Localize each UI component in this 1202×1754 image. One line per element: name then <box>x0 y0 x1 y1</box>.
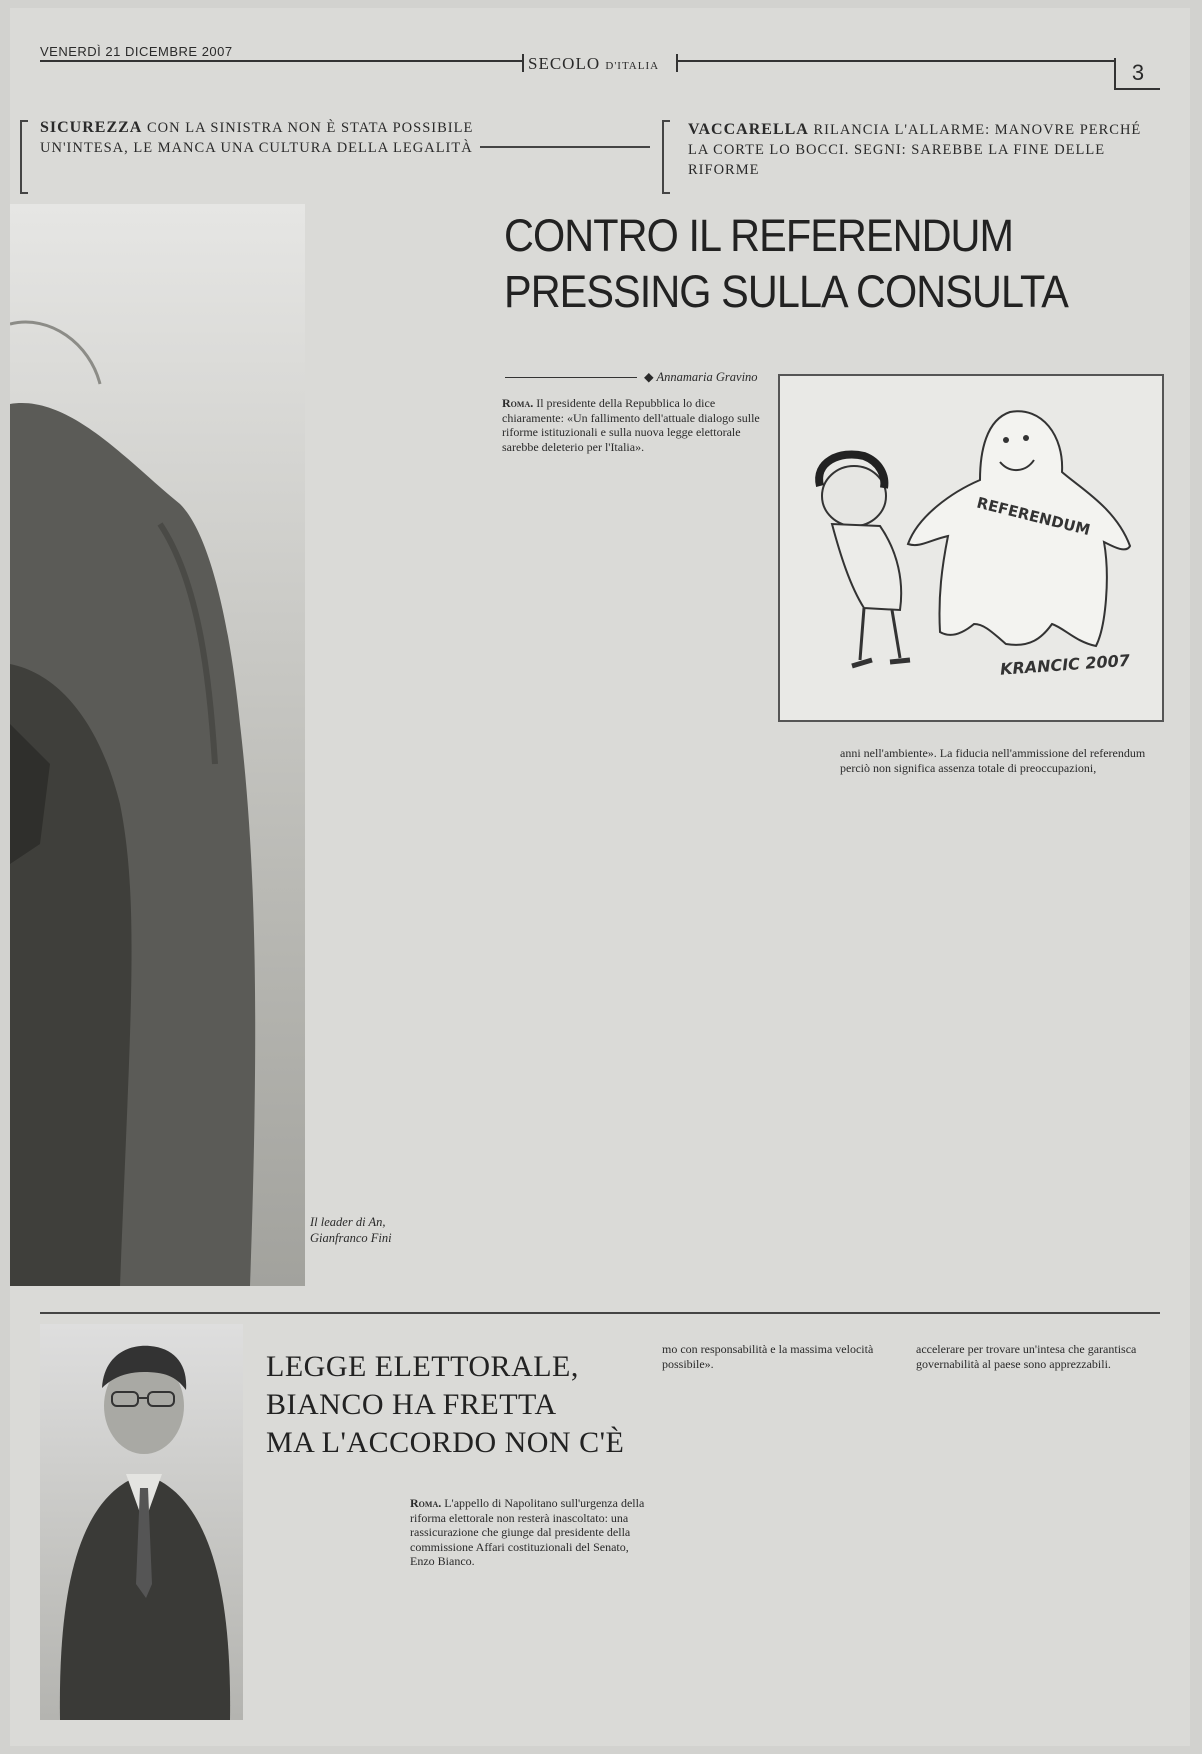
issue-date: VENERDÌ 21 DICEMBRE 2007 <box>40 44 233 59</box>
newspaper-name-suffix: D'ITALIA <box>605 60 660 72</box>
newspaper-name <box>528 54 659 74</box>
second-article-col3-text: accelerare per trovare un'intesa che garantisca governabilità al paese sono apprezzabili. <box>916 1342 1137 1371</box>
kicker-right <box>688 120 1158 180</box>
editorial-cartoon <box>778 374 1164 722</box>
masthead-rule-right <box>678 60 1114 62</box>
masthead-divider-right <box>676 54 678 72</box>
kicker-left-lead: SICUREZZA <box>40 119 143 136</box>
kicker-right-text: RILANCIA L'ALLARME: MANOVRE PERCHÉ LA CORTE LO BOCCI. SEGNI: SAREBBE LA FINE DELLE RIFORME <box>688 122 1142 178</box>
second-article-col1-text: L'appello di Napolitano sull'urgenza della riforma elettorale non resterà inascoltato: una rassicurazione che giunge dal presidente della commissione Affari costituzionali del Senato, Enzo Bianco. <box>410 1496 645 1568</box>
byline-rule <box>505 377 637 378</box>
photo-enzo-bianco <box>40 1324 243 1720</box>
kicker-left-text: CON LA SINISTRA NON È STATA POSSIBILE UN'INTESA, LE MANCA UNA CULTURA DELLA LEGALITÀ <box>40 120 474 156</box>
newspaper-name-main: SECOLO <box>528 54 601 73</box>
section-separator <box>40 1312 1160 1314</box>
masthead-rule-left <box>40 60 522 62</box>
cartoon-signature: KRANCIC 2007 <box>999 650 1131 679</box>
kicker-left-bracket <box>20 120 28 194</box>
second-headline <box>266 1348 666 1462</box>
kicker-right-lead: VACCARELLA <box>688 121 809 138</box>
main-article-column-3 <box>840 746 1160 775</box>
main-article-column-1 <box>502 396 766 454</box>
second-article-col2-text: mo con responsabilità e la massima velocità possibile». <box>662 1342 874 1371</box>
second-headline-line-2: BIANCO HA FRETTA <box>266 1388 557 1421</box>
kicker-left <box>40 118 510 158</box>
main-headline-line-2: PRESSING SULLA CONSULTA <box>504 266 1068 317</box>
newspaper-page <box>10 8 1190 1746</box>
second-headline-line-1: LEGGE ELETTORALE, <box>266 1350 579 1383</box>
second-article-column-3 <box>916 1342 1152 1371</box>
photo-gianfranco-fini <box>10 204 305 1286</box>
main-headline <box>504 208 1130 320</box>
cartoon-label: REFERENDUM <box>974 493 1092 540</box>
photo-caption-line-1: Il leader di An, <box>310 1215 386 1229</box>
main-article-col1-text: Il presidente della Repubblica lo dice chiaramente: «Un fallimento dell'attuale dialogo sulle riforme istituzionali e sulla nuova legge elettorale sarebbe deleterio per l'Italia». <box>502 396 760 454</box>
main-headline-line-1: CONTRO IL REFERENDUM <box>504 210 1014 261</box>
kicker-right-bracket <box>662 120 670 194</box>
second-headline-line-3: MA L'ACCORDO NON C'È <box>266 1426 625 1459</box>
byline-author: Annamaria Gravino <box>656 370 758 384</box>
masthead-divider-left <box>522 54 524 72</box>
second-article-column-2 <box>662 1342 898 1371</box>
main-article-dateline: Roma. <box>502 396 534 410</box>
byline: ◆ Annamaria Gravino <box>644 370 758 384</box>
kicker-left-rule <box>480 146 650 148</box>
photo-caption-fini <box>310 1214 392 1246</box>
second-article-dateline: Roma. <box>410 1496 442 1510</box>
page-number: 3 <box>1114 58 1160 90</box>
main-article-col3-text: anni nell'ambiente». La fiducia nell'ammissione del referendum perciò non significa assenza totale di preoccupazioni, <box>840 746 1146 775</box>
photo-caption-line-2: Gianfranco Fini <box>310 1231 392 1245</box>
second-article-column-1 <box>410 1496 646 1569</box>
